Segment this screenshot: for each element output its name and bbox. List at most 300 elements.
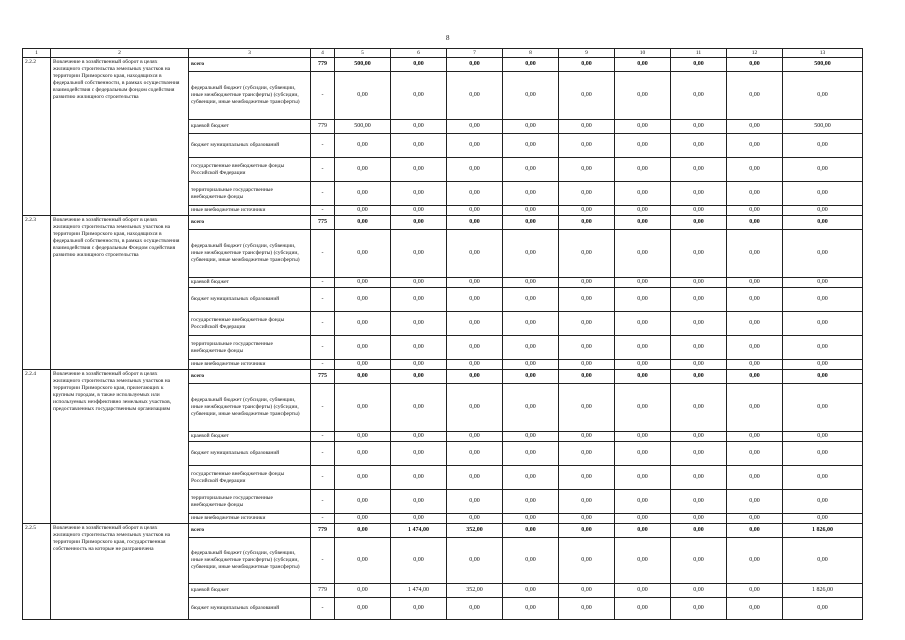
amount-value: 0,00 xyxy=(503,336,559,360)
column-header: 10 xyxy=(615,49,671,58)
amount-value: 0,00 xyxy=(559,312,615,336)
column-header: 4 xyxy=(311,49,335,58)
amount-value: 500,00 xyxy=(335,58,391,72)
amount-value: 0,00 xyxy=(727,72,783,120)
amount-value: 0,00 xyxy=(335,584,391,598)
amount-value: 0,00 xyxy=(335,278,391,288)
amount-value: 0,00 xyxy=(335,598,391,620)
funding-source: территориальные государственные внебюджетные фонды xyxy=(189,182,311,206)
amount-value: 0,00 xyxy=(615,432,671,442)
amount-value: 0,00 xyxy=(503,72,559,120)
total-value: 0,00 xyxy=(783,134,863,158)
amount-value: 0,00 xyxy=(335,466,391,490)
total-value: 0,00 xyxy=(783,312,863,336)
amount-value: 0,00 xyxy=(391,466,447,490)
total-value: 500,00 xyxy=(783,58,863,72)
amount-value: 0,00 xyxy=(615,370,671,384)
total-value: 0,00 xyxy=(783,384,863,432)
amount-value: 0,00 xyxy=(559,72,615,120)
amount-value: 0,00 xyxy=(559,230,615,278)
amount-value: 0,00 xyxy=(559,384,615,432)
table-row xyxy=(23,58,863,72)
funding-source: государственные внебюджетные фонды Российской Федерации xyxy=(189,158,311,182)
amount-value: 0,00 xyxy=(727,182,783,206)
budget-code: - xyxy=(311,360,335,370)
column-header: 1 xyxy=(23,49,51,58)
budget-code: - xyxy=(311,278,335,288)
budget-code: 779 xyxy=(311,524,335,538)
amount-value: 0,00 xyxy=(391,230,447,278)
amount-value: 0,00 xyxy=(335,514,391,524)
amount-value: 0,00 xyxy=(391,134,447,158)
amount-value: 0,00 xyxy=(447,360,503,370)
column-header: 7 xyxy=(447,49,503,58)
total-value: 0,00 xyxy=(783,514,863,524)
amount-value: 0,00 xyxy=(391,538,447,584)
amount-value: 0,00 xyxy=(559,584,615,598)
amount-value: 0,00 xyxy=(559,432,615,442)
amount-value: 0,00 xyxy=(559,278,615,288)
funding-source: иные внебюджетные источники xyxy=(189,206,311,216)
amount-value: 0,00 xyxy=(335,134,391,158)
funding-source: федеральный бюджет (субсидии, субвенции, иные межбюджетные трансферты) (субсидии, субвенции, иные межбюджетные трансферты) xyxy=(189,538,311,584)
amount-value: 0,00 xyxy=(447,288,503,312)
amount-value: 0,00 xyxy=(559,598,615,620)
amount-value: 0,00 xyxy=(727,312,783,336)
header-row xyxy=(23,49,863,58)
amount-value: 0,00 xyxy=(671,598,727,620)
section-code: 2.2.2 xyxy=(23,58,51,216)
amount-value: 0,00 xyxy=(727,360,783,370)
budget-code: 779 xyxy=(311,584,335,598)
funding-source: государственные внебюджетные фонды Российской Федерации xyxy=(189,312,311,336)
amount-value: 0,00 xyxy=(391,216,447,230)
amount-value: 0,00 xyxy=(335,370,391,384)
amount-value: 0,00 xyxy=(559,360,615,370)
amount-value: 0,00 xyxy=(503,370,559,384)
total-value: 0,00 xyxy=(783,288,863,312)
amount-value: 0,00 xyxy=(559,442,615,466)
amount-value: 0,00 xyxy=(671,442,727,466)
amount-value: 0,00 xyxy=(615,134,671,158)
total-value: 0,00 xyxy=(783,466,863,490)
section-name: Вовлечение в хозяйственный оборот в целях жилищного строительства земельных участков на территории Приморского края, прилегающих к крупным городам, в также используемых или используемых неэффективно земельных участков, предоставленных государственным организациям xyxy=(51,370,189,524)
column-header: 11 xyxy=(671,49,727,58)
column-header: 5 xyxy=(335,49,391,58)
amount-value: 0,00 xyxy=(615,490,671,514)
amount-value: 0,00 xyxy=(615,158,671,182)
page-number: 8 xyxy=(446,34,450,42)
funding-source: территориальные государственные внебюджетные фонды xyxy=(189,336,311,360)
funding-source: иные внебюджетные источники xyxy=(189,360,311,370)
funding-source: всего xyxy=(189,216,311,230)
amount-value: 0,00 xyxy=(671,360,727,370)
amount-value: 0,00 xyxy=(615,312,671,336)
section-code: 2.2.4 xyxy=(23,370,51,524)
amount-value: 0,00 xyxy=(391,490,447,514)
amount-value: 0,00 xyxy=(671,514,727,524)
amount-value: 500,00 xyxy=(335,120,391,134)
amount-value: 0,00 xyxy=(671,58,727,72)
amount-value: 0,00 xyxy=(335,432,391,442)
amount-value: 0,00 xyxy=(447,598,503,620)
amount-value: 0,00 xyxy=(335,182,391,206)
total-value: 0,00 xyxy=(783,598,863,620)
budget-code: - xyxy=(311,288,335,312)
total-value: 0,00 xyxy=(783,360,863,370)
amount-value: 0,00 xyxy=(503,538,559,584)
column-header: 3 xyxy=(189,49,311,58)
amount-value: 0,00 xyxy=(615,538,671,584)
funding-source: федеральный бюджет (субсидии, субвенции, иные межбюджетные трансферты) (субсидии, субвенции, иные межбюджетные трансферты) xyxy=(189,72,311,120)
amount-value: 0,00 xyxy=(727,432,783,442)
amount-value: 0,00 xyxy=(615,206,671,216)
amount-value: 0,00 xyxy=(727,58,783,72)
amount-value: 0,00 xyxy=(559,216,615,230)
total-value: 0,00 xyxy=(783,230,863,278)
budget-code: - xyxy=(311,134,335,158)
total-value: 500,00 xyxy=(783,120,863,134)
amount-value: 0,00 xyxy=(615,442,671,466)
amount-value: 0,00 xyxy=(391,442,447,466)
amount-value: 0,00 xyxy=(671,336,727,360)
amount-value: 0,00 xyxy=(727,216,783,230)
amount-value: 0,00 xyxy=(447,336,503,360)
amount-value: 0,00 xyxy=(727,598,783,620)
amount-value: 0,00 xyxy=(727,370,783,384)
amount-value: 0,00 xyxy=(615,360,671,370)
amount-value: 0,00 xyxy=(615,230,671,278)
amount-value: 0,00 xyxy=(391,598,447,620)
amount-value: 0,00 xyxy=(447,278,503,288)
amount-value: 0,00 xyxy=(335,72,391,120)
total-value: 0,00 xyxy=(783,370,863,384)
amount-value: 0,00 xyxy=(615,120,671,134)
amount-value: 1 474,00 xyxy=(391,584,447,598)
amount-value: 0,00 xyxy=(503,598,559,620)
funding-source: государственные внебюджетные фонды Российской Федерации xyxy=(189,466,311,490)
total-value: 0,00 xyxy=(783,158,863,182)
amount-value: 0,00 xyxy=(671,120,727,134)
budget-code: - xyxy=(311,538,335,584)
budget-code: - xyxy=(311,490,335,514)
amount-value: 0,00 xyxy=(335,336,391,360)
total-value: 0,00 xyxy=(783,432,863,442)
amount-value: 0,00 xyxy=(727,466,783,490)
section-name: Вовлечение в хозяйственный оборот в целях жилищного строительства земельных участков на территории Приморского края, государственная собственность на которые не разграничена xyxy=(51,524,189,620)
table-row xyxy=(23,370,863,384)
funding-source: федеральный бюджет (субсидии, субвенции, иные межбюджетные трансферты) (субсидии, субвенции, иные межбюджетные трансферты) xyxy=(189,384,311,432)
amount-value: 0,00 xyxy=(671,370,727,384)
amount-value: 0,00 xyxy=(615,182,671,206)
amount-value: 0,00 xyxy=(615,288,671,312)
amount-value: 0,00 xyxy=(671,134,727,158)
amount-value: 0,00 xyxy=(559,134,615,158)
budget-code: - xyxy=(311,312,335,336)
amount-value: 0,00 xyxy=(671,72,727,120)
amount-value: 0,00 xyxy=(391,360,447,370)
amount-value: 0,00 xyxy=(559,182,615,206)
funding-source: бюджет муниципальных образований xyxy=(189,442,311,466)
amount-value: 0,00 xyxy=(503,584,559,598)
amount-value: 0,00 xyxy=(335,490,391,514)
amount-value: 0,00 xyxy=(727,524,783,538)
amount-value: 0,00 xyxy=(615,598,671,620)
funding-source: территориальные государственные внебюджетные фонды xyxy=(189,490,311,514)
amount-value: 0,00 xyxy=(447,158,503,182)
amount-value: 0,00 xyxy=(671,584,727,598)
amount-value: 0,00 xyxy=(447,206,503,216)
budget-code: 779 xyxy=(311,58,335,72)
amount-value: 0,00 xyxy=(503,216,559,230)
amount-value: 0,00 xyxy=(559,158,615,182)
budget-code: 775 xyxy=(311,370,335,384)
amount-value: 0,00 xyxy=(727,490,783,514)
amount-value: 0,00 xyxy=(447,514,503,524)
amount-value: 0,00 xyxy=(727,120,783,134)
table-body xyxy=(23,58,863,620)
amount-value: 0,00 xyxy=(391,72,447,120)
total-value: 1 826,00 xyxy=(783,584,863,598)
amount-value: 0,00 xyxy=(503,524,559,538)
budget-code: - xyxy=(311,230,335,278)
amount-value: 0,00 xyxy=(671,538,727,584)
funding-source: краевой бюджет xyxy=(189,584,311,598)
budget-code: - xyxy=(311,598,335,620)
amount-value: 0,00 xyxy=(615,336,671,360)
amount-value: 352,00 xyxy=(447,584,503,598)
amount-value: 0,00 xyxy=(671,182,727,206)
funding-source: федеральный бюджет (субсидии, субвенции, иные межбюджетные трансферты) (субсидии, субвенции, иные межбюджетные трансферты) xyxy=(189,230,311,278)
amount-value: 0,00 xyxy=(335,312,391,336)
amount-value: 0,00 xyxy=(335,216,391,230)
amount-value: 0,00 xyxy=(559,336,615,360)
amount-value: 0,00 xyxy=(335,384,391,432)
amount-value: 0,00 xyxy=(559,58,615,72)
amount-value: 0,00 xyxy=(391,514,447,524)
column-header: 8 xyxy=(503,49,559,58)
amount-value: 0,00 xyxy=(503,206,559,216)
amount-value: 0,00 xyxy=(727,336,783,360)
column-header: 2 xyxy=(51,49,189,58)
amount-value: 0,00 xyxy=(335,206,391,216)
amount-value: 0,00 xyxy=(559,538,615,584)
amount-value: 0,00 xyxy=(335,360,391,370)
total-value: 0,00 xyxy=(783,336,863,360)
amount-value: 0,00 xyxy=(335,230,391,278)
funding-source: всего xyxy=(189,524,311,538)
funding-source: иные внебюджетные источники xyxy=(189,514,311,524)
total-value: 1 826,00 xyxy=(783,524,863,538)
total-value: 0,00 xyxy=(783,216,863,230)
amount-value: 0,00 xyxy=(559,524,615,538)
amount-value: 0,00 xyxy=(671,158,727,182)
amount-value: 0,00 xyxy=(671,466,727,490)
amount-value: 0,00 xyxy=(447,490,503,514)
funding-source: краевой бюджет xyxy=(189,278,311,288)
total-value: 0,00 xyxy=(783,490,863,514)
amount-value: 0,00 xyxy=(615,584,671,598)
amount-value: 0,00 xyxy=(615,72,671,120)
column-header: 12 xyxy=(727,49,783,58)
amount-value: 0,00 xyxy=(727,514,783,524)
amount-value: 0,00 xyxy=(503,58,559,72)
budget-code: - xyxy=(311,206,335,216)
amount-value: 0,00 xyxy=(391,120,447,134)
amount-value: 0,00 xyxy=(559,370,615,384)
amount-value: 0,00 xyxy=(671,312,727,336)
budget-code: - xyxy=(311,182,335,206)
column-header: 13 xyxy=(783,49,863,58)
funding-source: бюджет муниципальных образований xyxy=(189,598,311,620)
amount-value: 0,00 xyxy=(727,158,783,182)
amount-value: 0,00 xyxy=(559,466,615,490)
amount-value: 0,00 xyxy=(447,72,503,120)
amount-value: 0,00 xyxy=(615,58,671,72)
amount-value: 0,00 xyxy=(391,206,447,216)
section-name: Вовлечение в хозяйственный оборот в целях жилищного строительства земельных участков на территории Приморского края, находящихся в федеральной собственности, в рамках осуществления взаимодействия с федеральным Фондом содействия развитию жилищного строительства xyxy=(51,216,189,370)
amount-value: 0,00 xyxy=(447,442,503,466)
budget-code: - xyxy=(311,158,335,182)
funding-source: краевой бюджет xyxy=(189,432,311,442)
amount-value: 0,00 xyxy=(615,384,671,432)
amount-value: 0,00 xyxy=(503,230,559,278)
amount-value: 0,00 xyxy=(615,514,671,524)
amount-value: 0,00 xyxy=(671,278,727,288)
amount-value: 0,00 xyxy=(615,278,671,288)
section-name: Вовлечение в хозяйственный оборот в целях жилищного строительства земельных участков на территории Приморского края, находящихся в федеральной собственности, в рамках осуществления взаимодействия с федеральным фондом содействия развитию жилищного строительства xyxy=(51,58,189,216)
amount-value: 0,00 xyxy=(671,524,727,538)
budget-code: - xyxy=(311,466,335,490)
budget-code: - xyxy=(311,384,335,432)
funding-source: бюджет муниципальных образований xyxy=(189,134,311,158)
amount-value: 0,00 xyxy=(447,538,503,584)
total-value: 0,00 xyxy=(783,278,863,288)
amount-value: 0,00 xyxy=(671,288,727,312)
amount-value: 0,00 xyxy=(447,58,503,72)
amount-value: 0,00 xyxy=(503,288,559,312)
amount-value: 0,00 xyxy=(559,514,615,524)
amount-value: 0,00 xyxy=(391,432,447,442)
amount-value: 0,00 xyxy=(503,490,559,514)
amount-value: 0,00 xyxy=(727,278,783,288)
amount-value: 0,00 xyxy=(559,288,615,312)
amount-value: 0,00 xyxy=(671,384,727,432)
amount-value: 0,00 xyxy=(671,216,727,230)
amount-value: 0,00 xyxy=(503,182,559,206)
column-header: 6 xyxy=(391,49,447,58)
amount-value: 0,00 xyxy=(727,288,783,312)
budget-code: 775 xyxy=(311,216,335,230)
amount-value: 0,00 xyxy=(503,158,559,182)
amount-value: 0,00 xyxy=(335,442,391,466)
budget-code: - xyxy=(311,432,335,442)
amount-value: 0,00 xyxy=(503,442,559,466)
amount-value: 0,00 xyxy=(727,206,783,216)
amount-value: 0,00 xyxy=(335,524,391,538)
column-header: 9 xyxy=(559,49,615,58)
amount-value: 0,00 xyxy=(447,432,503,442)
amount-value: 0,00 xyxy=(727,442,783,466)
amount-value: 0,00 xyxy=(391,58,447,72)
total-value: 0,00 xyxy=(783,72,863,120)
table-row xyxy=(23,216,863,230)
funding-source: бюджет муниципальных образований xyxy=(189,288,311,312)
amount-value: 0,00 xyxy=(391,312,447,336)
amount-value: 0,00 xyxy=(391,158,447,182)
amount-value: 0,00 xyxy=(447,466,503,490)
amount-value: 0,00 xyxy=(335,538,391,584)
amount-value: 0,00 xyxy=(671,230,727,278)
amount-value: 0,00 xyxy=(503,120,559,134)
amount-value: 0,00 xyxy=(671,432,727,442)
amount-value: 0,00 xyxy=(447,120,503,134)
funding-source: всего xyxy=(189,370,311,384)
amount-value: 352,00 xyxy=(447,524,503,538)
amount-value: 0,00 xyxy=(447,230,503,278)
amount-value: 0,00 xyxy=(727,134,783,158)
amount-value: 0,00 xyxy=(503,384,559,432)
funding-source: краевой бюджет xyxy=(189,120,311,134)
amount-value: 0,00 xyxy=(503,312,559,336)
amount-value: 0,00 xyxy=(447,312,503,336)
total-value: 0,00 xyxy=(783,206,863,216)
amount-value: 0,00 xyxy=(503,134,559,158)
amount-value: 0,00 xyxy=(447,384,503,432)
amount-value: 0,00 xyxy=(615,466,671,490)
table-row xyxy=(23,524,863,538)
budget-table xyxy=(22,48,863,620)
amount-value: 0,00 xyxy=(559,206,615,216)
section-code: 2.2.5 xyxy=(23,524,51,620)
amount-value: 0,00 xyxy=(727,538,783,584)
amount-value: 1 474,00 xyxy=(391,524,447,538)
budget-code: - xyxy=(311,336,335,360)
amount-value: 0,00 xyxy=(503,432,559,442)
amount-value: 0,00 xyxy=(615,216,671,230)
section-code: 2.2.3 xyxy=(23,216,51,370)
amount-value: 0,00 xyxy=(447,370,503,384)
total-value: 0,00 xyxy=(783,182,863,206)
amount-value: 0,00 xyxy=(391,370,447,384)
budget-code: - xyxy=(311,72,335,120)
amount-value: 0,00 xyxy=(391,336,447,360)
total-value: 0,00 xyxy=(783,538,863,584)
amount-value: 0,00 xyxy=(671,490,727,514)
amount-value: 0,00 xyxy=(727,230,783,278)
amount-value: 0,00 xyxy=(503,466,559,490)
amount-value: 0,00 xyxy=(391,278,447,288)
budget-code: - xyxy=(311,442,335,466)
amount-value: 0,00 xyxy=(447,182,503,206)
amount-value: 0,00 xyxy=(615,524,671,538)
amount-value: 0,00 xyxy=(447,216,503,230)
amount-value: 0,00 xyxy=(391,384,447,432)
amount-value: 0,00 xyxy=(335,288,391,312)
amount-value: 0,00 xyxy=(559,490,615,514)
total-value: 0,00 xyxy=(783,442,863,466)
budget-code: - xyxy=(311,514,335,524)
amount-value: 0,00 xyxy=(503,514,559,524)
budget-code: 779 xyxy=(311,120,335,134)
amount-value: 0,00 xyxy=(503,278,559,288)
amount-value: 0,00 xyxy=(391,182,447,206)
amount-value: 0,00 xyxy=(559,120,615,134)
amount-value: 0,00 xyxy=(727,584,783,598)
amount-value: 0,00 xyxy=(447,134,503,158)
amount-value: 0,00 xyxy=(503,360,559,370)
amount-value: 0,00 xyxy=(391,288,447,312)
